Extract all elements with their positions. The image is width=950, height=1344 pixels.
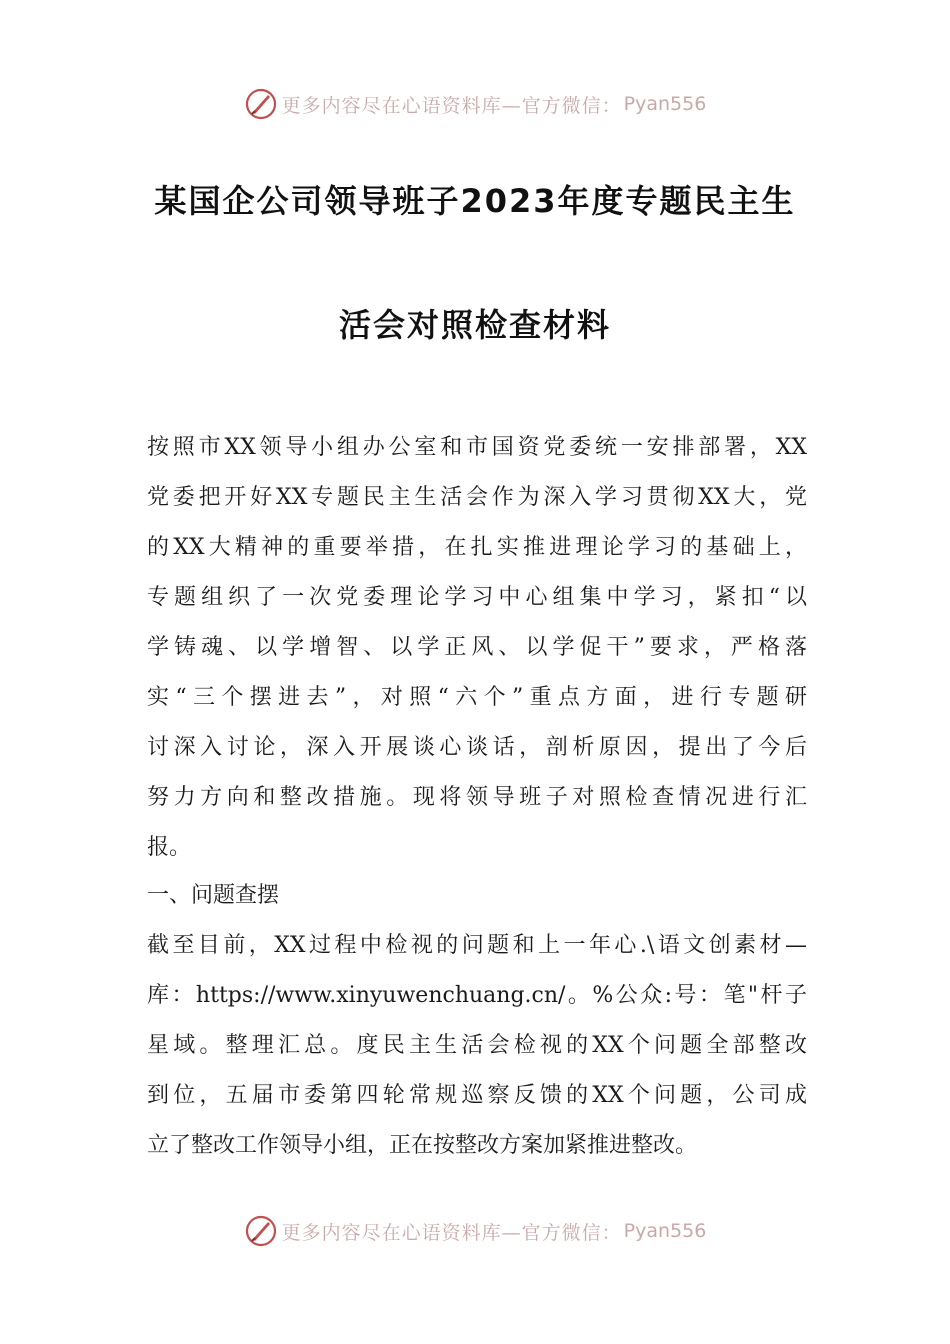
body-line: 专题组织了一次党委理论学习中心组集中学习，紧扣“以 (147, 585, 807, 610)
watermark-banner-bottom (0, 1211, 950, 1251)
body-line: 学铸魂、以学增智、以学正风、以学促干”要求，严格落 (147, 635, 807, 660)
body-line: 截至目前，XX过程中检视的问题和上一年心.\语文创素材— (147, 933, 807, 958)
watermark-wechat-id: Pyan556 (623, 1220, 707, 1242)
body-line: 按照市XX领导小组办公室和市国资党委统一安排部署，XX (147, 435, 807, 460)
watermark-text: 更多内容尽在心语资料库—官方微信： (281, 1221, 622, 1244)
body-line: 到位，五届市委第四轮常规巡察反馈的XX个问题，公司成 (147, 1083, 807, 1108)
body-line: 的XX大精神的重要举措，在扎实推进理论学习的基础上， (147, 535, 807, 560)
body-line: 实“三个摆进去”，对照“六个”重点方面，进行专题研 (147, 685, 807, 710)
quill-logo-icon (244, 1214, 278, 1248)
body-line: 星域。整理汇总。度民主生活会检视的XX个问题全部整改 (147, 1033, 807, 1058)
body-line: 报。 (147, 835, 192, 860)
body-line: 立了整改工作领导小组，正在按整改方案加紧推进整改。 (147, 1133, 698, 1158)
section-heading: 一、问题查摆 (147, 883, 280, 908)
quill-logo-icon (244, 87, 278, 121)
body-line: 库：https://www.xinyuwenchuang.cn/。%公众:号：笔"杆子 (147, 983, 807, 1008)
document-title-line-2: 活会对照检查材料 (338, 306, 611, 344)
body-line: 努力方向和整改措施。现将领导班子对照检查情况进行汇 (147, 785, 807, 810)
body-line: 讨深入讨论，深入开展谈心谈话，剖析原因，提出了今后 (147, 735, 807, 760)
body-line: 党委把开好XX专题民主生活会作为深入学习贯彻XX大，党 (147, 485, 807, 510)
watermark-banner-top (0, 84, 950, 124)
document-title-line-1: 某国企公司领导班子2023年度专题民主生 (154, 182, 796, 220)
watermark-wechat-id: Pyan556 (623, 93, 707, 115)
watermark-text: 更多内容尽在心语资料库—官方微信： (281, 94, 622, 117)
